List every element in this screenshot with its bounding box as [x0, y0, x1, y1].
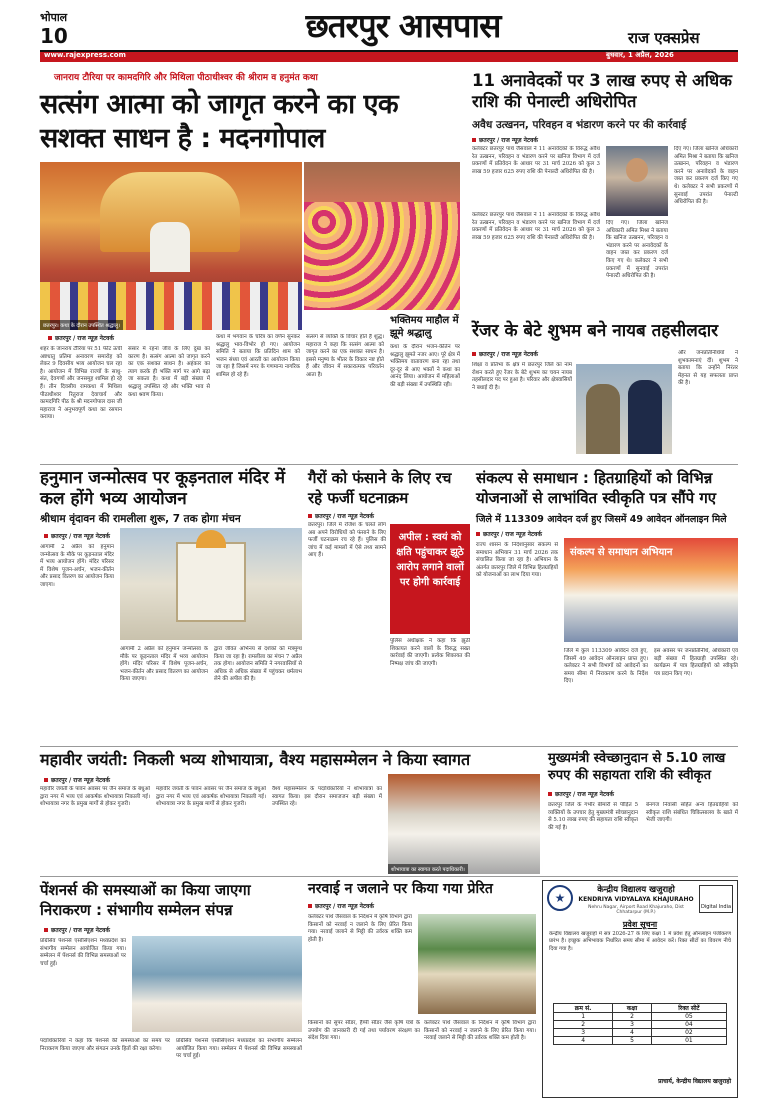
story-column: शहर के जानराय टौरिया पर 51 फीट ऊंची अष्टधातु प्रतिमा अनावरण समारोह को लेकर 9 दिवसीय भव्य आयोजन चल रहा है। आयोजन में विभिन्न राज्यों के साधु-संत, देवगणों और जनसमूह शामिल हो रहे हैं। तीन दिवसीय रामकथा में मिथिला पीठाधीश्वर रितुराज देवाचार्य और कामदगिरि पीठ के श्री मदनगोपाल दास जी महाराज ने अनुभवपूर्ण कथा का रसपान कराया। [40, 346, 122, 421]
table-cell: 04 [651, 1021, 726, 1029]
temple-photo [120, 528, 302, 640]
table-cell: 05 [651, 1013, 726, 1021]
story-column: प्रोग्रेसिव पेंशनर्स एसोसिएशन मध्यप्रदेश का संभागीय सम्मेलन आयोजित किया गया। सम्मेलन में पेंशनर्स की विभिन्न समस्याओं पर चर्चा हुई। [40, 938, 126, 967]
table-header: क्रम सं. [554, 1004, 613, 1013]
story-cm-aid [548, 750, 738, 874]
ranger-photo [576, 364, 672, 454]
story-narwai [308, 880, 536, 1098]
story-column: संसार में रहना जीव के लिए दुख का कारण है। सत्संग आत्मा को जागृत करने का एक सशक्त साधन है। अहंकार का त्याग करके ही भक्ति मार्ग पर आगे बढ़ा जा सकता है। कथा में बड़ी संख्या में श्रद्धालु उपस्थित रहे और भक्ति भाव से कथा श्रवण किया। [128, 346, 210, 398]
table-cell: 4 [613, 1029, 652, 1037]
story-column: सत्संग से व्यक्ति के विचार होते हैं शुद्ध। महाराज ने कहा कि सत्संग आत्मा को जागृत करने का एक सशक्त साधन है। इससे मनुष्य के भीतर के विकार नष्ट होते हैं और जीवन में सकारात्मक परिवर्तन आता है। [306, 334, 384, 378]
story-column: आगामी 2 अप्रैल को हनुमान जन्मोत्सव के मौके पर कूड़नताल मंदिर में भव्य आयोजन होंगे। मंदिर परिसर में विशेष पूजन-अर्चन, भजन-कीर्तन और प्रसाद वितरण का आयोजन किया जाएगा। [40, 544, 114, 588]
story-column: शिक्षा व प्रतिभा के क्षेत्र में छतरपुर जिले का नाम रोशन करते हुए रेंजर के बेटे शुभम का चयन नायब तहसीलदार पद पर हुआ है। परिवार और क्षेत्रवासियों ने बधाई दी है। [472, 362, 572, 391]
kv-address: Nehru Nagar, Airport Road Khajuraho, Dist Chhatarpur (M.P.) [588, 905, 684, 915]
table-row [554, 1037, 727, 1045]
story-column: इस अवसर पर जनप्रतिनिधि, अधिकारी एवं बड़ी संख्या में हितग्राही उपस्थित रहे। कार्यक्रम में पात्र हितग्राहियों को स्वीकृति पत्र प्रदान किए गए। [654, 648, 738, 677]
story-column: और जनप्रतिनिधियों ने शुभकामनाएं दीं। शुभम ने बताया कि उन्होंने निरंतर मेहनत से यह सफलता प्राप्त की है। [678, 350, 738, 387]
table-cell: 2 [613, 1013, 652, 1021]
story-pensioners [40, 880, 302, 1098]
story-column: कलेक्टर पार्थ जैसवाल के निर्देशन में कृषि विभाग द्वारा किसानों को नरवाई न जलाने के लिए प्रेरित किया गया। नरवाई जलाने से मिट्टी की उर्वरक शक्ति कम होती है। [424, 1020, 536, 1042]
byline: छतरपुर / राज न्यूज़ नेटवर्क [472, 350, 538, 358]
story-headline: महावीर जयंती: निकली भव्य शोभायात्रा, वैश्य महासम्मेलन ने किया स्वागत [40, 750, 471, 769]
story-column: महावीर जयंती के पावन अवसर पर जैन समाज के बंधुओं द्वारा नगर में भव्य एवं आकर्षक शोभायात्रा निकाली गई। शोभायात्रा नगर के प्रमुख मार्गों से होकर गुजरी। [156, 786, 266, 808]
digital-india-badge: Digital India [699, 885, 733, 913]
byline: छतरपुर / राज न्यूज़ नेटवर्क [44, 776, 110, 784]
kv-table [553, 1003, 727, 1045]
story-column: कलेक्टर छतरपुर पार्थ जैसवाल ने 11 अनावेदकों के विरुद्ध अवैध रेत उत्खनन, परिवहन व भंडारण करने पर खनिज विभाग में दर्ज प्रकरणों में प्रतिवेदन के आधार पर 31 मार्च 2026 को कुल 3 लाख 59 हजार 625 रुपए राशि की पेनाल्टी अधिरोपित की है। [472, 212, 600, 241]
stage-photo [40, 162, 302, 330]
byline: छतरपुर / राज न्यूज़ नेटवर्क [472, 136, 538, 144]
story-headline: हनुमान जन्मोत्सव पर कूड़नताल मंदिर में कल होंगे भव्य आयोजन [40, 468, 285, 509]
kv-title: केन्द्रीय विद्यालय खजुराहो [597, 885, 675, 895]
page-title: छतरपुर आसपास [305, 6, 501, 45]
story-ranger [472, 320, 738, 462]
city-label: भोपाल [40, 11, 68, 24]
issue-date: बुधवार, 1 अप्रैल, 2026 [606, 51, 674, 59]
byline: छतरपुर / राज न्यूज़ नेटवर्क [48, 334, 298, 342]
table-cell: 4 [554, 1037, 613, 1045]
story-headline: मुख्यमंत्री स्वेच्छानुदान से 5.10 लाख रुपए की सहायता राशि की स्वीकृत [548, 751, 726, 783]
table-cell: 2 [554, 1021, 613, 1029]
story-column: छतरपुर जिले के गंभीर बीमारी से पीड़ित 5 व्यक्तियों के उपचार हेतु मुख्यमंत्री स्वेच्छानुदान से 5.10 लाख रुपए की सहायता राशि स्वीकृत की गई है। [548, 802, 638, 831]
table-row [554, 1021, 727, 1029]
story-headline: नरवाई न जलाने पर किया गया प्रेरित [308, 881, 493, 897]
byline: छतरपुर / राज न्यूज़ नेटवर्क [548, 790, 614, 798]
side-column: कथा के दौरान भजन-कीर्तन पर श्रद्धालु झूमते नजर आए। पूरे क्षेत्र में भक्तिमय वातावरण बना रहा तथा दूर-दूर से आए भक्तों ने कथा का आनंद लिया। आयोजन में महिलाओं की बड़ी संख्या में उपस्थिति रही। [390, 344, 460, 388]
side-headline: भक्तिमय माहौल में झूमे श्रद्धालु [390, 315, 459, 339]
sankalp-photo [564, 538, 738, 642]
table-cell: 3 [613, 1021, 652, 1029]
table-cell: 5 [613, 1037, 652, 1045]
brand-name: राज एक्सप्रेस [628, 29, 700, 47]
story-headline: 11 अनावेदकों पर 3 लाख रुपए से अधिक राशि की पेनाल्टी अधिरोपित [472, 71, 732, 111]
kv-logo-icon: ★ [547, 885, 573, 911]
story-headline: गैरों को फंसाने के लिए रच रहे फर्जी घटनाक्रम [308, 469, 452, 507]
page-number: 10 [40, 24, 68, 48]
devotees-photo [304, 162, 460, 310]
table-cell: 1 [554, 1013, 613, 1021]
table-cell: 02 [651, 1029, 726, 1037]
procession-photo [388, 774, 540, 874]
story-kicker: जानराय टौरिया पर कामदगिरि और मिथिला पीठाधीश्वर की श्रीराम व हनुमंत कथा [54, 73, 318, 83]
story-subhead: अवैध उत्खनन, परिवहन व भंडारण करने पर की कार्रवाई [472, 119, 687, 131]
story-column: छतरपुर। जिले में रंजिश के चलते लोग अब अपने विरोधियों को फंसाने के लिए फर्जी घटनाक्रम रच रहे हैं। पुलिस की जांच में कई मामलों में ऐसे तथ्य सामने आए हैं। [308, 522, 386, 559]
story-column: जिले में कुल 113309 आवेदन दर्ज हुए, जिसमें 49 आवेदन ऑनलाइन प्राप्त हुए। कलेक्टर ने सभी विभागों को आवेदनों का समय सीमा में निराकरण करने के निर्देश दिए। [564, 648, 648, 685]
story-column: महावीर जयंती के पावन अवसर पर जैन समाज के बंधुओं द्वारा नगर में भव्य एवं आकर्षक शोभायात्रा निकाली गई। शोभायात्रा नगर के प्रमुख मार्गों से होकर गुजरी। [40, 786, 150, 808]
photo-caption: छतरपुर। कथा के दौरान उपस्थित श्रद्धालु। [40, 320, 123, 330]
photo-caption: शोभायात्रा का स्वागत करते पदाधिकारी। [388, 864, 468, 874]
appeal-box: अपील : स्वयं को क्षति पहुंचाकर झूठे आरोप लगाने वालों पर होगी कार्रवाई [390, 524, 470, 634]
kv-advertisement [542, 880, 738, 1098]
kv-heading: प्रवेश सूचना [622, 920, 658, 929]
story-headline: सत्संग आत्मा को जागृत करने का एक सशक्त साधन है : मदनगोपाल [40, 89, 399, 154]
story-column: कलेक्टर छतरपुर पार्थ जैसवाल ने 11 अनावेदकों के विरुद्ध अवैध रेत उत्खनन, परिवहन व भंडारण करने पर खनिज विभाग में दर्ज प्रकरणों में प्रतिवेदन के आधार पर 31 मार्च 2026 को कुल 3 लाख 59 हजार 625 रुपए राशि की पेनाल्टी अधिरोपित की है। [472, 146, 600, 175]
table-header: रिक्त सीटें [651, 1004, 726, 1013]
story-column: बेनगंज निवासी सहित अन्य हितग्राहियों को स्वीकृत राशि संबंधित चिकित्सालय के खाते में भेजी जाएगी। [646, 802, 738, 824]
story-fake-incidents [308, 468, 470, 744]
story-column: कथा में भगवान के चरित्र का वर्णन सुनकर श्रद्धालु भाव-विभोर हो गए। आयोजन समिति ने बताया कि प्रतिदिन शाम को भजन संध्या एवं आरती का आयोजन किया जा रहा है जिसमें नगर के गणमान्य नागरिक शामिल हो रहे हैं। [216, 334, 300, 378]
story-column: किसानों को सुपर सीडर, हैप्पी सीडर जैसे कृषि यंत्रों के उपयोग की जानकारी दी गई तथा पर्यावरण संरक्षण का संदेश दिया गया। [308, 1020, 420, 1042]
byline: छतरपुर / राज न्यूज़ नेटवर्क [44, 532, 110, 540]
sankalp-banner: संकल्प से समाधान अभियान [570, 547, 673, 558]
table-row [554, 1029, 727, 1037]
collector-photo [606, 146, 668, 216]
story-column: राज्य शासन के निर्देशानुसार संकल्प से समाधान अभियान 31 मार्च 2026 तक संचालित किया जा रहा है। अभियान के अंतर्गत छतरपुर जिले में विभिन्न हितग्राहियों को योजनाओं का लाभ दिया गया। [476, 542, 558, 579]
story-hanuman [40, 468, 302, 744]
story-column: पदाधिकारियों ने कहा कि पेंशनर्स की समस्याओं का समय पर निराकरण किया जाएगा और संगठन उनके हितों की रक्षा करेगा। [40, 1038, 170, 1052]
byline: छतरपुर / राज न्यूज़ नेटवर्क [308, 512, 374, 520]
farmers-photo [418, 914, 536, 1014]
story-mahavir [40, 750, 540, 874]
story-column: द्वारा जीवंत अभिनय से दर्शकों को मंत्रमुग्ध किया जा रहा है। रामलीला का मंचन 7 अप्रैल तक होगा। आयोजन समिति ने नगरवासियों से अधिक से अधिक संख्या में पहुंचकर धर्मलाभ लेने की अपील की है। [214, 646, 302, 683]
story-subhead: जिले में 113309 आवेदन दर्ज हुए जिसमें 49 आवेदन ऑनलाइन मिले [476, 514, 727, 525]
story-headline: रेंजर के बेटे शुभम बने नायब तहसीलदार [472, 321, 719, 341]
pensioners-photo [132, 936, 302, 1032]
byline: छतरपुर / राज न्यूज़ नेटवर्क [308, 902, 374, 910]
masthead [0, 0, 778, 62]
story-column: प्रोग्रेसिव पेंशनर्स एसोसिएशन मध्यप्रदेश का संभागीय सम्मेलन आयोजित किया गया। सम्मेलन में पेंशनर्स की विभिन्न समस्याओं पर चर्चा हुई। [176, 1038, 302, 1060]
story-column: दिए गए। जिला खनिज अधिकारी अमित मिश्रा ने बताया कि खनिज उत्खनन, परिवहन व भंडारण करने पर अनावेदकों के वाहन जब्त कर प्रकरण दर्ज किए गए थे। कलेक्टर ने सभी प्रकरणों में सुनवाई उपरांत पेनाल्टी अधिरोपित की है। [606, 220, 668, 280]
story-headline: पेंशनर्स की समस्याओं का किया जाएगा निराकरण : संभागीय सम्मेलन संपन्न [40, 881, 251, 919]
kv-footer: प्राचार्य, केन्द्रीय विद्यालय खजुराहो [658, 1078, 731, 1085]
table-cell: 3 [554, 1029, 613, 1037]
table-cell: 01 [651, 1037, 726, 1045]
story-headline: संकल्प से समाधान : हितग्राहियों को विभिन्न योजनाओं से लाभांवित स्वीकृति पत्र सौंपे गए [476, 469, 717, 507]
story-penalty [472, 66, 738, 316]
kv-text: केन्द्रीय विद्यालय खजुराहो में सत्र 2026-27 के लिए कक्षा 1 में प्रवेश हेतु ऑनलाइन पंजीकरण प्रारंभ है। इच्छुक अभिभावक निर्धारित समय सीमा में आवेदन करें। रिक्त सीटों का विवरण नीचे दिया गया है। [549, 931, 731, 952]
story-column: पुलिस अधीक्षक ने कहा कि झूठी शिकायत करने वालों के विरुद्ध सख्त कार्रवाई की जाएगी। प्रत्येक शिकायत की निष्पक्ष जांच की जाएगी। [390, 638, 470, 667]
story-column: वैश्य महासम्मेलन के पदाधिकारियों ने शोभायात्रा का स्वागत किया। इस दौरान समाजजन बड़ी संख्या में उपस्थित रहे। [272, 786, 382, 808]
story-column: आगामी 2 अप्रैल को हनुमान जन्मोत्सव के मौके पर कूड़नताल मंदिर में भव्य आयोजन होंगे। मंदिर परिसर में विशेष पूजन-अर्चन, भजन-कीर्तन और प्रसाद वितरण का आयोजन किया जाएगा। [120, 646, 208, 683]
story-sankalp [476, 468, 738, 744]
kv-title-en: KENDRIYA VIDYALAYA KHAJURAHO [578, 896, 694, 903]
table-row [554, 1013, 727, 1021]
byline: छतरपुर / राज न्यूज़ नेटवर्क [476, 530, 542, 538]
story-satsang [40, 66, 460, 462]
story-column: कलेक्टर पार्थ जैसवाल के निर्देशन में कृषि विभाग द्वारा किसानों को नरवाई न जलाने के लिए प्रेरित किया गया। नरवाई जलाने से मिट्टी की उर्वरक शक्ति कम होती है। [308, 914, 412, 943]
story-column: दिए गए। जिला खनिज अधिकारी अमित मिश्रा ने बताया कि खनिज उत्खनन, परिवहन व भंडारण करने पर अनावेदकों के वाहन जब्त कर प्रकरण दर्ज किए गए थे। कलेक्टर ने सभी प्रकरणों में सुनवाई उपरांत पेनाल्टी अधिरोपित की है। [674, 146, 738, 206]
website-link[interactable]: www.rajexpress.com [44, 51, 126, 59]
story-subhead: श्रीधाम वृंदावन की रामलीला शुरू, 7 तक होगा मंचन [40, 513, 241, 525]
table-header: कक्षा [613, 1004, 652, 1013]
byline: छतरपुर / राज न्यूज़ नेटवर्क [44, 926, 110, 934]
